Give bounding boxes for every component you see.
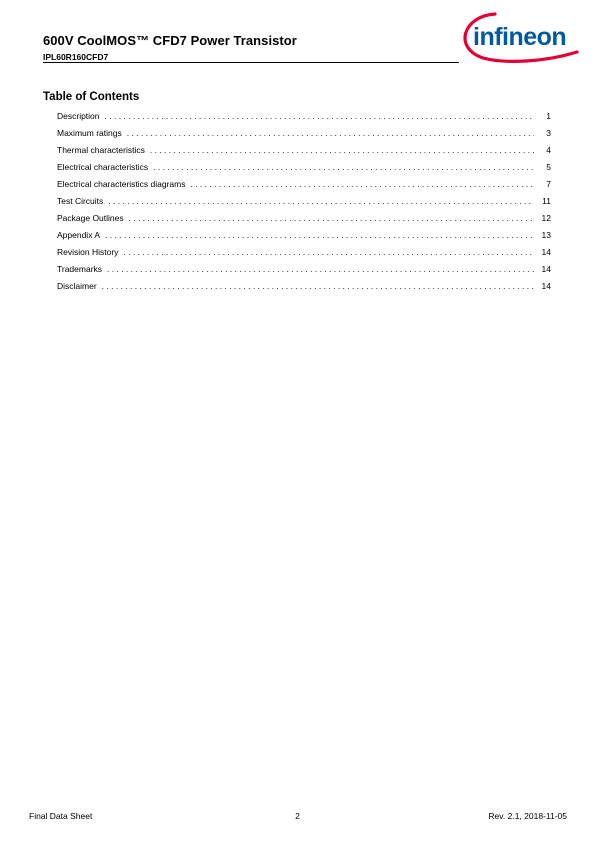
toc-entry-disclaimer[interactable] [57, 281, 551, 298]
toc-entry-appendix-a[interactable] [57, 230, 551, 247]
logo-text: infineon [473, 23, 567, 51]
toc-entry-label: Package Outlines [57, 213, 124, 223]
toc-heading: Table of Contents [43, 91, 140, 103]
toc-entry-page: 14 [541, 281, 551, 291]
toc-entry-label: Electrical characteristics [57, 162, 149, 172]
toc-dot-leader [123, 247, 534, 257]
toc-dot-leader [153, 162, 534, 172]
toc-entry-page: 11 [542, 196, 551, 206]
toc-entry-page: 5 [546, 162, 551, 172]
toc-dot-leader [190, 179, 534, 189]
toc-entry-electrical-characteristics[interactable] [57, 162, 551, 179]
toc-entry-test-circuits[interactable] [57, 196, 551, 213]
toc-dot-leader [127, 128, 534, 138]
toc-entry-thermal-characteristics[interactable] [57, 145, 551, 162]
toc-entry-label: Revision History [57, 247, 119, 257]
footer-document-type: Final Data Sheet [29, 811, 93, 821]
toc-entry-label: Disclaimer [57, 281, 97, 291]
toc-entry-label: Trademarks [57, 264, 103, 274]
toc-entry-label: Test Circuits [57, 196, 104, 206]
part-number: IPL60R160CFD7 [43, 52, 109, 62]
toc-entry-page: 14 [541, 264, 551, 274]
toc-entry-description[interactable] [57, 111, 551, 128]
toc-dot-leader [105, 230, 534, 240]
footer-revision: Rev. 2.1, 2018-11-05 [488, 811, 567, 821]
document-title: 600V CoolMOS™ CFD7 Power Transistor [43, 33, 297, 48]
header-divider [43, 62, 459, 63]
toc-entry-revision-history[interactable] [57, 247, 551, 264]
toc-entry-trademarks[interactable] [57, 264, 551, 281]
toc-entry-electrical-characteristics-diagrams[interactable] [57, 179, 551, 196]
toc-entry-page: 1 [546, 111, 551, 121]
toc-entry-label: Description [57, 111, 100, 121]
toc-dot-leader [108, 196, 534, 206]
toc-entry-page: 3 [546, 128, 551, 138]
infineon-logo [455, 8, 583, 64]
toc-entry-page: 4 [546, 145, 551, 155]
toc-entry-page: 7 [546, 179, 551, 189]
toc-dot-leader [105, 111, 534, 121]
toc-entry-page: 12 [541, 213, 551, 223]
toc-entry-page: 13 [541, 230, 551, 240]
toc-entry-page: 14 [541, 247, 551, 257]
toc-entry-maximum-ratings[interactable] [57, 128, 551, 145]
toc-entry-label: Maximum ratings [57, 128, 122, 138]
footer-page-number: 2 [295, 811, 300, 821]
toc-dot-leader [129, 213, 534, 223]
toc-entry-label: Appendix A [57, 230, 101, 240]
toc-dot-leader [107, 264, 534, 274]
toc-dot-leader [150, 145, 534, 155]
table-of-contents [57, 111, 551, 298]
toc-entry-package-outlines[interactable] [57, 213, 551, 230]
toc-dot-leader [102, 281, 534, 291]
toc-entry-label: Thermal characteristics [57, 145, 145, 155]
toc-entry-label: Electrical characteristics diagrams [57, 179, 186, 189]
